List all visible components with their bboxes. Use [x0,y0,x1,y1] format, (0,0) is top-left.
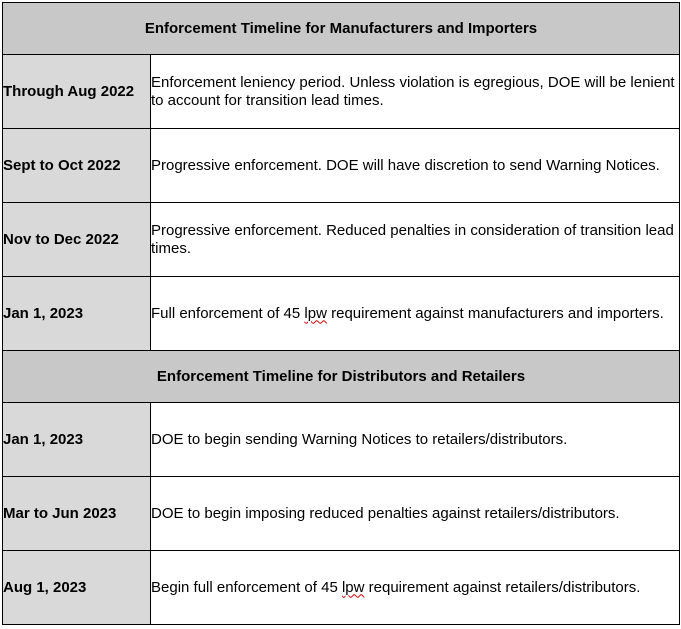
enforcement-timeline-table [2,2,680,625]
table-row [3,129,680,203]
date-cell: Through Aug 2022 [3,55,151,129]
description-text: Begin full enforcement of 45 [151,578,342,596]
description-cell [151,277,680,351]
table-row [3,277,680,351]
description-cell [151,477,680,551]
table-row [3,403,680,477]
section-title: Enforcement Timeline for Manufacturers and Importers [3,3,680,55]
description-cell [151,403,680,477]
date-cell: Mar to Jun 2023 [3,477,151,551]
description-text: requirement against retailers/distributors. [364,578,641,596]
description-cell [151,551,680,625]
table-row [3,551,680,625]
section-header-distributors [3,351,680,403]
description-text: DOE to begin sending Warning Notices to retailers/distributors. [151,430,568,448]
description-text: Full enforcement of 45 [151,304,305,322]
description-text: Progressive enforcement. Reduced penalties in consideration of transition lead times. [151,221,674,257]
table-row [3,55,680,129]
section-title: Enforcement Timeline for Distributors and Retailers [3,351,680,403]
date-cell: Sept to Oct 2022 [3,129,151,203]
date-cell: Jan 1, 2023 [3,277,151,351]
description-cell [151,203,680,277]
description-text: Enforcement leniency period. Unless violation is egregious, DOE will be lenient to account for transition lead times. [151,73,675,109]
description-text: requirement against manufacturers and importers. [326,304,664,322]
description-cell [151,129,680,203]
description-cell [151,55,680,129]
spellcheck-flagged-word: lpw [341,578,365,596]
table-row [3,477,680,551]
date-cell: Nov to Dec 2022 [3,203,151,277]
spellcheck-flagged-word: lpw [304,304,327,322]
description-text: DOE to begin imposing reduced penalties against retailers/distributors. [151,504,620,522]
table-row [3,203,680,277]
date-cell: Aug 1, 2023 [3,551,151,625]
section-header-manufacturers [3,3,680,55]
date-cell: Jan 1, 2023 [3,403,151,477]
description-text: Progressive enforcement. DOE will have discretion to send Warning Notices. [151,156,660,174]
